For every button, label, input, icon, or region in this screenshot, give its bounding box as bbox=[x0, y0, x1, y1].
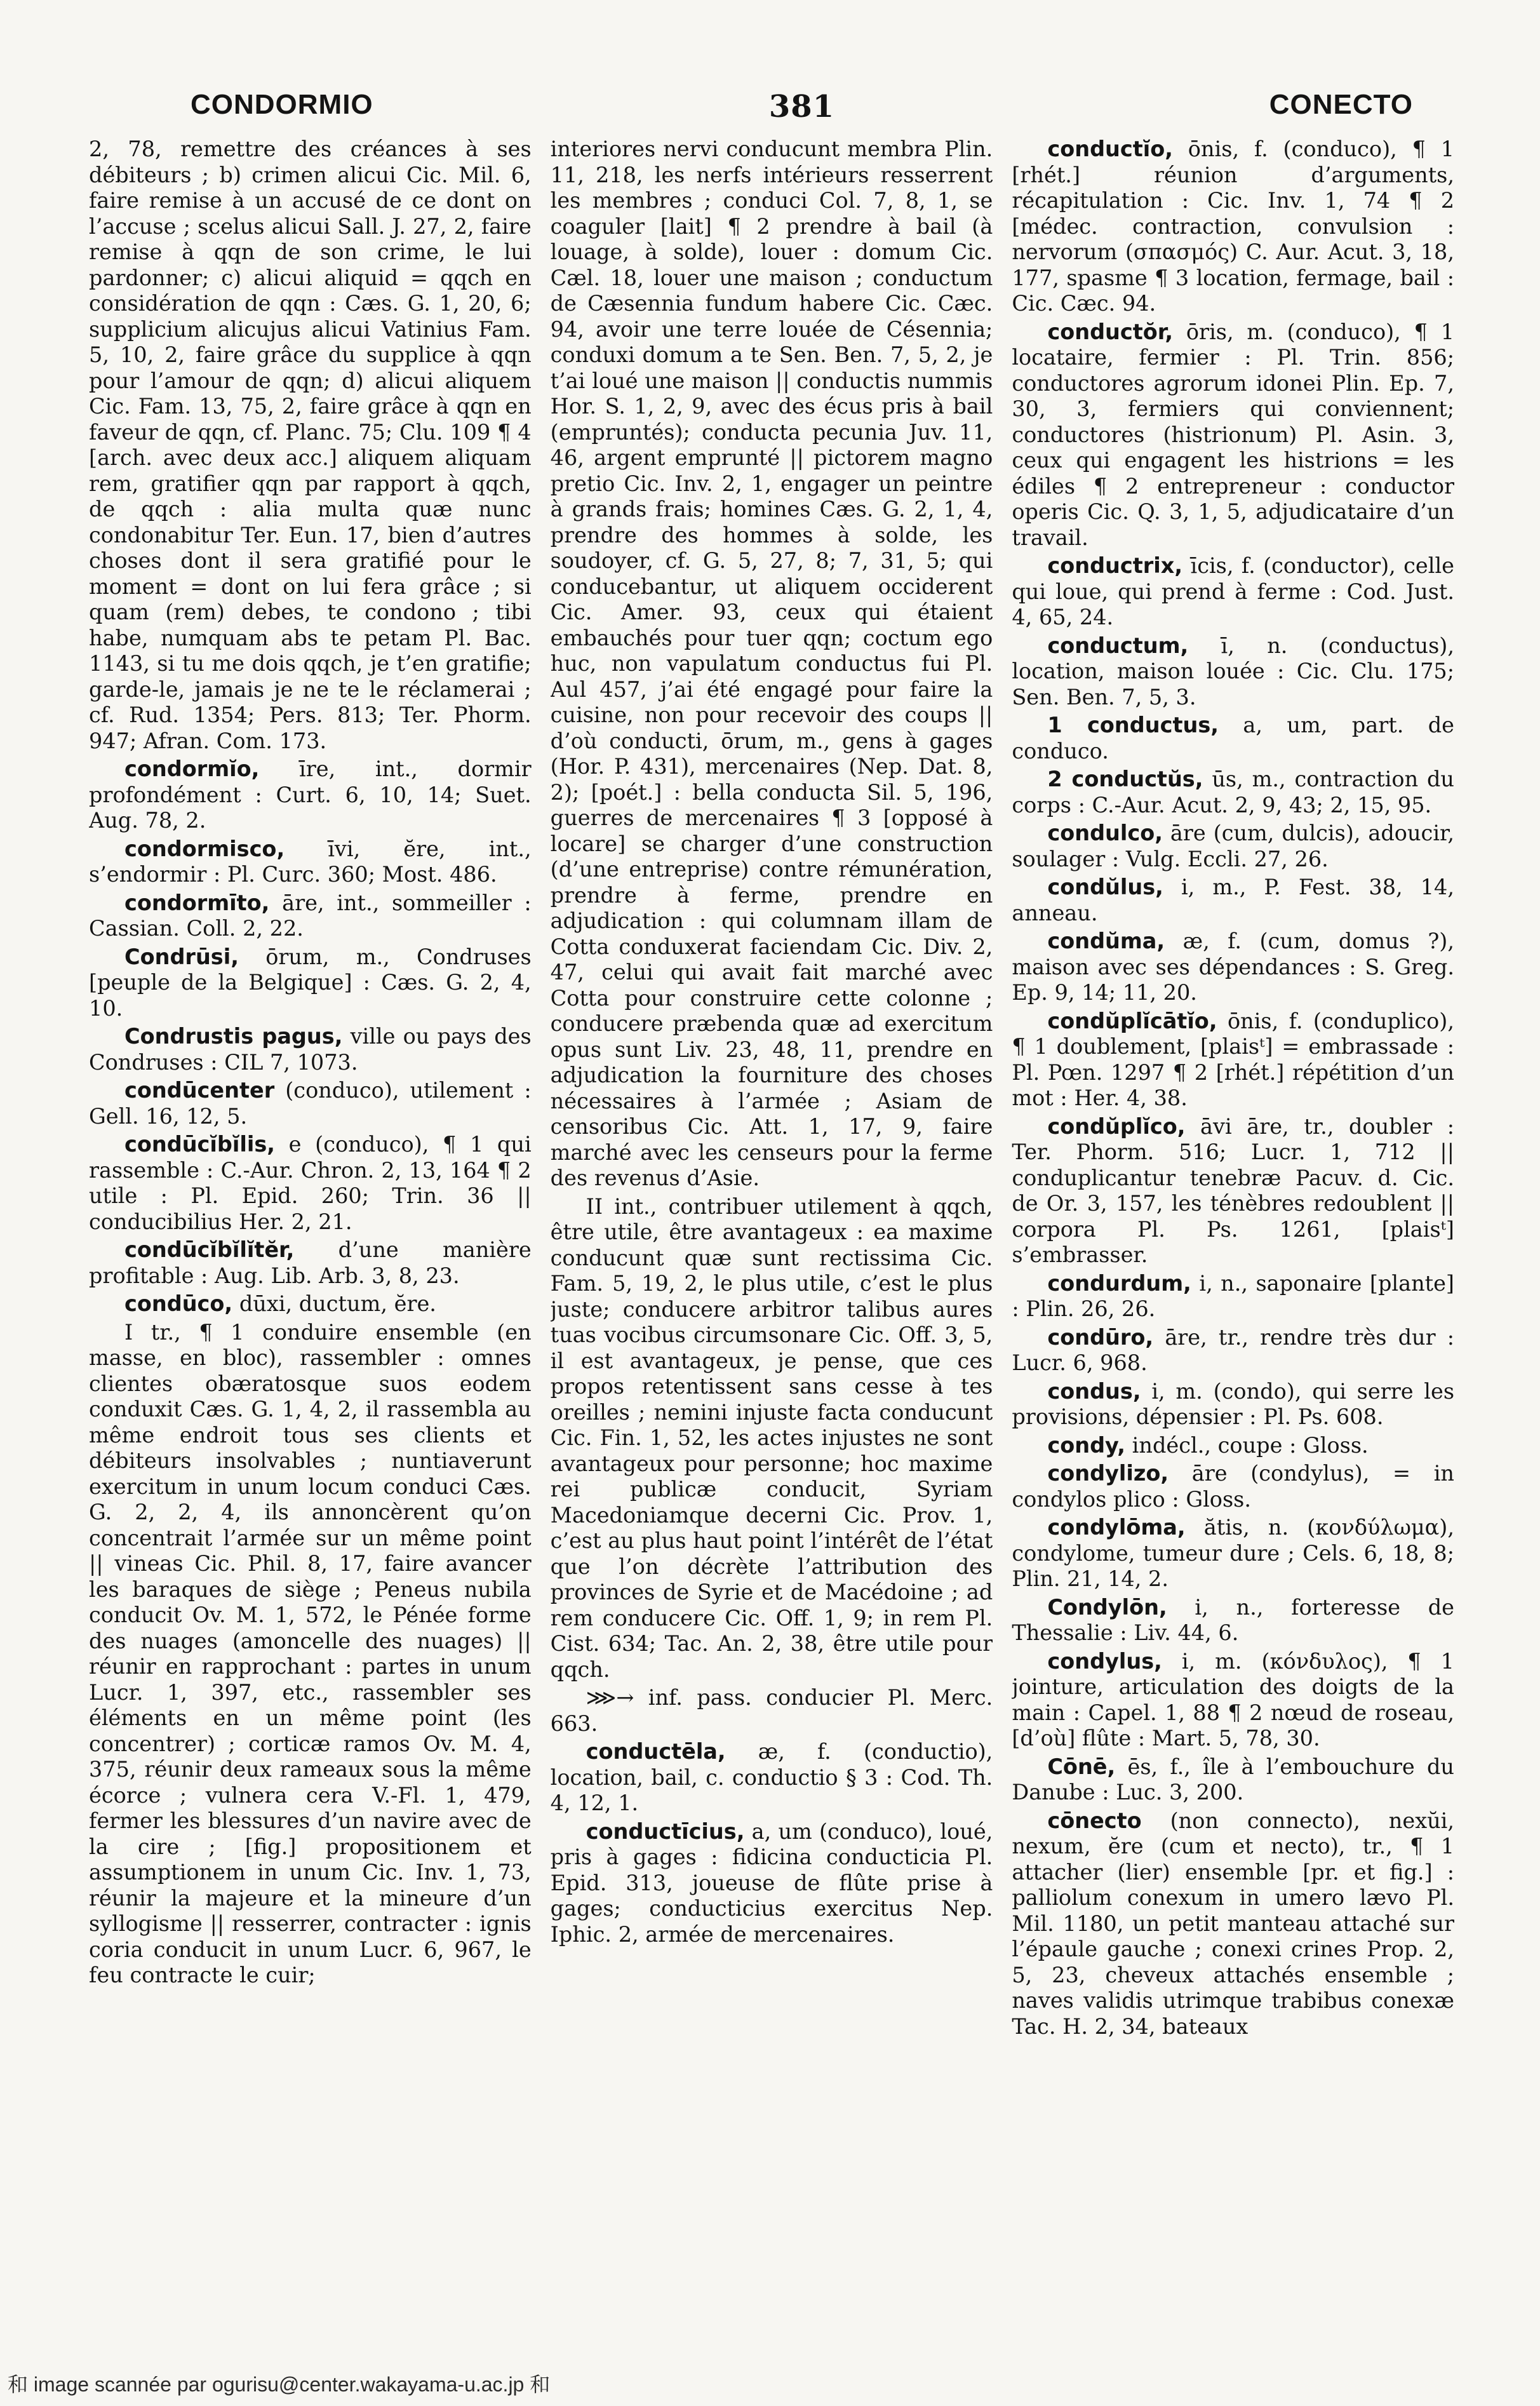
dictionary-entry bbox=[551, 1739, 993, 1817]
entry-definition: āre, tr., rendre très dur : Lucr. 6, 968. bbox=[1012, 1324, 1454, 1375]
dictionary-entry bbox=[1012, 319, 1454, 551]
dictionary-entry bbox=[1012, 875, 1454, 926]
entry-headword: condūro, bbox=[1047, 1324, 1154, 1350]
dictionary-entry bbox=[89, 890, 532, 942]
dictionary-entry bbox=[89, 1237, 532, 1289]
entry-definition: interiores nervi conducunt membra Plin. 11, 218, les nerfs intérieurs resserrent les membres ; conduci Col. 7, 8, 1, se coaguler [lait] ¶ 2 prendre à bail (à louage, à solde), louer : domum Cic. Cæl. 18, louer une maison ; conductum de Cæsennia fundum habere Cic. Cæc. 94, avoir une terre louée de Césennia; conduxi domum a te Sen. Ben. 7, 5, 2, je t’ai loué une maison || conductis nummis Hor. S. 1, 2, 9, avec des écus pris à bail (empruntés); conducta pecunia Juv. 11, 46, argent emprunté || pictorem magno pretio Cic. Inv. 2, 1, engager un peintre à grands frais; homines Cæs. G. 2, 1, 4, prendre des hommes à solde, les soudoyer, cf. G. 5, 27, 8; 7, 31, 5; qui conducebantur, ut aliquem occiderent Cic. Amer. 93, ceux qui étaient embauchés pour tuer qqn; coctum ego huc, non vapulatum conductus fui Pl. Aul 457, j’ai été engagé pour faire la cuisine, non pour recevoir des coups || d’où conducti, ōrum, m., gens à gages (Hor. P. 431), mercenaires (Nep. Dat. 8, 2); [poét.] : bella conducta Sil. 5, 196, guerres de mercenaires ¶ 3 [opposé à locare] se charger d’une construction (d’une entreprise) contre rémunération, prendre à ferme, prendre en adjudication : qui columnam illam de Cotta conduxerat faciendam Cic. Div. 2, 47, celui qui avait fait marché avec Cotta pour construire cette colonne ; conducere præbenda quæ ad exercitum opus sunt Liv. 23, 48, 11, prendre en adjudication la fourniture des choses nécessaires à l’armée ; Asiam de censoribus Cic. Att. 1, 17, 9, faire marché avec les censeurs pour la ferme des revenus d’Asie. bbox=[550, 137, 993, 1190]
entry-definition: ōris, m. (conduco), ¶ 1 locataire, fermier : Pl. Trin. 856; conductores agrorum idonei Plin. Ep. 7, 30, 3, fermiers qui conviennent; conductores (histrionum) Pl. Asin. 3, ceux qui engagent les histrions = les édiles ¶ 2 entrepreneur : conductor operis Cic. Q. 3, 1, 5, adjudicataire d’un travail. bbox=[1012, 319, 1454, 550]
entry-definition: ī, n. (conductus), location, maison louée : Cic. Clu. 175; Sen. Ben. 7, 5, 3. bbox=[1012, 633, 1454, 709]
entry-definition: ville ou pays des Condruses : CIL 7, 1073. bbox=[89, 1024, 532, 1075]
dictionary-entry bbox=[1012, 1009, 1454, 1112]
entry-definition: āre (cum, dulcis), adoucir, soulager : Vulg. Eccli. 27, 26. bbox=[1012, 821, 1454, 871]
entry-headword: condūcĭbĭlĭtĕr, bbox=[124, 1237, 295, 1262]
entry-headword: conductēla, bbox=[586, 1739, 726, 1764]
dictionary-entry bbox=[1012, 1808, 1454, 2040]
running-header bbox=[191, 89, 1413, 140]
column-1 bbox=[89, 137, 532, 2322]
dictionary-entry bbox=[89, 1320, 532, 1989]
entry-headword: condus, bbox=[1047, 1378, 1141, 1404]
dictionary-entry bbox=[551, 1819, 993, 1948]
dictionary-entry bbox=[1012, 929, 1454, 1006]
entry-headword: condylizo, bbox=[1047, 1461, 1169, 1486]
entry-definition: e (conduco), ¶ 1 qui rassemble : C.-Aur. Chron. 2, 13, 164 ¶ 2 utile : Pl. Epid. 260; Trin. 36 || conducibilius Her. 2, 21. bbox=[89, 1132, 532, 1234]
entry-definition: (non connecto), nexŭi, nexum, ĕre (cum et necto), tr., ¶ 1 attacher (lier) ensemble [pr. et fig.] : palliolum conexum in umero lævo Pl. Mil. 1180, un petit manteau attaché sur l’épaule gauche ; conexi crines Prop. 2, 5, 23, cheveux attachés ensemble ; naves validis utrimque trabibus conexæ Tac. H. 2, 34, bateaux bbox=[1012, 1808, 1454, 2039]
entry-headword: conductum, bbox=[1047, 633, 1189, 658]
dictionary-entry bbox=[1012, 1325, 1454, 1376]
dictionary-entry bbox=[1012, 137, 1454, 317]
header-left-guideword: CONDORMIO bbox=[191, 89, 373, 120]
entry-headword: condŭplĭcātĭo, bbox=[1047, 1008, 1217, 1033]
dictionary-entry bbox=[1012, 1271, 1454, 1322]
entry-definition: indécl., coupe : Gloss. bbox=[1132, 1432, 1369, 1458]
dictionary-entry bbox=[1012, 713, 1454, 764]
entry-definition: īvi, ĕre, int., s’endormir : Pl. Curc. 360; Most. 486. bbox=[89, 836, 532, 887]
entry-headword: 2 conductŭs, bbox=[1047, 767, 1203, 791]
entry-definition: 2, 78, remettre des créances à ses débiteurs ; b) crimen alicui Cic. Mil. 6, faire remise à un accusé de ce dont on l’accuse ; scelus alicui Sall. J. 27, 2, faire remise à qqn de son crime, le lui pardonner; c) alicui aliquid = qqch en considération de qqn : Cæs. G. 1, 20, 6; supplicium alicujus alicui Vatinius Fam. 5, 10, 2, faire grâce du supplice à qqn pour l’amour de qqn; d) alicui aliquem Cic. Fam. 13, 75, 2, faire grâce à qqn en faveur de qqn, cf. Planc. 75; Clu. 109 ¶ 4 [arch. avec deux acc.] aliquem aliquam rem, gratifier qqn par rapport à qqch, de qqch : alia multa quæ nunc condonabitur Ter. Eun. 17, bien d’autres choses dont il sera gratifié pour le moment = dont on lui fera grâce ; si quam (rem) debes, te condono ; tibi habe, numquam abs te petam Pl. Bac. 1143, si tu me dois qqch, je t’en gratifie; garde-le, jamais je ne te le réclamerai ; cf. Rud. 1354; Pers. 813; Ter. Phorm. 947; Afran. Com. 173. bbox=[89, 137, 532, 753]
entry-headword: condormīto, bbox=[124, 890, 270, 915]
dictionary-entry bbox=[1012, 1461, 1454, 1512]
column-3 bbox=[1012, 137, 1454, 2322]
entry-headword: condūcenter bbox=[124, 1078, 275, 1103]
dictionary-entry bbox=[89, 1132, 532, 1235]
entry-definition: ătis, n. (κονδύλωμα), condylome, tumeur dure ; Cels. 6, 18, 8; Plin. 21, 14, 2. bbox=[1012, 1515, 1454, 1591]
entry-definition: īre, int., dormir profondément : Curt. 6, 10, 14; Suet. Aug. 78, 2. bbox=[89, 756, 532, 833]
entry-headword: condŭma, bbox=[1047, 929, 1165, 953]
dictionary-entry bbox=[1012, 1649, 1454, 1752]
entry-headword: Condrūsi, bbox=[124, 944, 239, 969]
entry-definition: ōrum, m., Condruses [peuple de la Belgique] : Cæs. G. 2, 4, 10. bbox=[89, 944, 532, 1021]
entry-headword: Cōnē, bbox=[1047, 1754, 1116, 1779]
dictionary-entry bbox=[551, 1685, 993, 1737]
entry-definition: āvi āre, tr., doubler : Ter. Phorm. 516; Lucr. 1, 712 || conduplicantur tenebræ Pacuv. d. Cic. de Or. 3, 157, les ténèbres redoublent || corpora Pl. Ps. 1261, [plaisᵗ] s’embrasser. bbox=[1012, 1113, 1454, 1267]
entry-definition: i, m., P. Fest. 38, 14, anneau. bbox=[1012, 875, 1454, 925]
entry-headword: condylus, bbox=[1047, 1648, 1162, 1674]
entry-definition: i, m. (condo), qui serre les provisions, dépensier : Pl. Ps. 608. bbox=[1012, 1378, 1454, 1429]
dictionary-entry bbox=[1012, 1515, 1454, 1592]
dictionary-entry bbox=[89, 1291, 532, 1317]
scan-credit: 和 image scannée par ogurisu@center.wakayama-u.ac.jp 和 bbox=[8, 2373, 551, 2396]
dictionary-entry bbox=[1012, 633, 1454, 711]
entry-headword: condūco, bbox=[124, 1291, 233, 1316]
dictionary-entry bbox=[89, 837, 532, 888]
entry-headword: Condrustis pagus, bbox=[124, 1024, 343, 1049]
entry-headword: condormĭo, bbox=[124, 756, 260, 781]
entry-headword: condy, bbox=[1047, 1432, 1126, 1458]
entry-headword: Condylōn, bbox=[1047, 1594, 1167, 1620]
dictionary-entry bbox=[1012, 1754, 1454, 1806]
entry-headword: condylōma, bbox=[1047, 1515, 1186, 1540]
entry-headword: condŭlus, bbox=[1047, 875, 1163, 899]
entry-definition: æ, f. (cum, domus ?), maison avec ses dépendances : S. Greg. Ep. 9, 14; 11, 20. bbox=[1012, 929, 1454, 1005]
entry-headword: condŭplĭco, bbox=[1047, 1113, 1186, 1139]
entry-headword: condormisco, bbox=[124, 836, 285, 861]
dictionary-entry bbox=[89, 944, 532, 1022]
column-2 bbox=[551, 137, 993, 2322]
dictionary-entry bbox=[1012, 767, 1454, 818]
entry-definition: ⋙→ inf. pass. conducier Pl. Merc. 663. bbox=[550, 1685, 993, 1736]
dictionary-entry bbox=[1012, 1379, 1454, 1430]
entry-definition: īcis, f. (conductor), celle qui loue, qui prend à ferme : Cod. Just. 4, 65, 24. bbox=[1012, 553, 1454, 629]
entry-definition: i, m. (κόνδυλος), ¶ 1 jointure, articulation des doigts de la main : Capel. 1, 88 ¶ 2 nœud de roseau, [d’où] flûte : Mart. 5, 78, 30. bbox=[1012, 1648, 1454, 1751]
entry-definition: a, um (conduco), loué, pris à gages : fidicina conducticia Pl. Epid. 313, joueuse de flûte prise à gages; conducticius exercitus Nep. Iphic. 2, armée de mercenaires. bbox=[550, 1818, 993, 1947]
entry-headword: conductrix, bbox=[1047, 553, 1183, 578]
entry-definition: i, n., forteresse de Thessalie : Liv. 44, 6. bbox=[1012, 1594, 1454, 1645]
entry-definition: (conduco), utilement : Gell. 16, 12, 5. bbox=[89, 1078, 532, 1129]
entry-definition: ōnis, f. (conduplico), ¶ 1 doublement, [plaisᵗ] = embrassade : Pl. Pœn. 1297 ¶ 2 [rhét.] répétition d’un mot : Her. 4, 38. bbox=[1012, 1008, 1454, 1110]
entry-definition: II int., contribuer utilement à qqch, être utile, être avantageux : ea maxime conducunt quæ sunt rectissima Cic. Fam. 5, 19, 2, le plus utile, c’est le plus juste; conducere arbitror talibus aures tuas vocibus circumsonare Cic. Off. 3, 5, il est avantageux, je pense, que ces propos retentissent sans cesse à tes oreilles ; nemini injuste facta conducunt Cic. Fin. 1, 52, les actes injustes ne sont avantageux pour personne; hoc maxime rei publicæ conducit, Syriam Macedoniamque decerni Cic. Prov. 1, c’est au plus haut point l’intérêt de l’état que l’on décrète l’attribution des provinces de Syrie et de Macédoine ; ad rem conducere Cic. Off. 1, 9; in rem Pl. Cist. 634; Tac. An. 2, 38, être utile pour qqch. bbox=[550, 1193, 993, 1682]
entry-headword: condurdum, bbox=[1047, 1270, 1191, 1296]
dictionary-entry bbox=[551, 1194, 993, 1683]
entry-definition: āre (condylus), = in condylos plico : Gloss. bbox=[1012, 1461, 1454, 1512]
entry-headword: conductĭo, bbox=[1047, 137, 1173, 161]
entry-headword: condūcĭbĭlis, bbox=[124, 1132, 275, 1157]
entry-headword: conductŏr, bbox=[1047, 319, 1174, 344]
dictionary-entry bbox=[551, 137, 993, 1192]
dictionary-entry bbox=[1012, 553, 1454, 631]
header-right-guideword: CONECTO bbox=[1269, 89, 1413, 120]
entry-headword: 1 conductus, bbox=[1047, 713, 1219, 737]
dictionary-entry bbox=[1012, 1433, 1454, 1459]
dictionary-entry bbox=[1012, 1114, 1454, 1268]
dictionary-entry bbox=[89, 1078, 532, 1129]
entry-definition: ūs, m., contraction du corps : C.-Aur. Acut. 2, 9, 43; 2, 15, 95. bbox=[1012, 767, 1454, 817]
text-columns bbox=[89, 137, 1454, 2322]
dictionary-entry bbox=[89, 137, 532, 754]
entry-definition: ōnis, f. (conduco), ¶ 1 [rhét.] réunion d’arguments, récapitulation : Cic. Inv. 1, 74 ¶ 2 [médec. contraction, convulsion : nervorum (σπασμός) C. Aur. Acut. 3, 18, 177, spasme ¶ 3 location, fermage, bail : Cic. Cæc. 94. bbox=[1012, 137, 1454, 316]
dictionary-entry bbox=[89, 1024, 532, 1075]
dictionary-entry bbox=[89, 756, 532, 834]
entry-definition: āre, int., sommeiller : Cassian. Coll. 2, 22. bbox=[89, 890, 532, 941]
page-number: 381 bbox=[768, 89, 835, 124]
entry-headword: condulco, bbox=[1047, 821, 1163, 845]
entry-definition: d’une manière profitable : Aug. Lib. Arb. 3, 8, 23. bbox=[89, 1237, 532, 1288]
entry-headword: conductīcius, bbox=[586, 1818, 745, 1844]
entry-definition: dūxi, ductum, ĕre. bbox=[239, 1291, 436, 1316]
entry-definition: a, um, part. de conduco. bbox=[1012, 713, 1454, 763]
entry-definition: i, n., saponaire [plante] : Plin. 26, 26. bbox=[1012, 1270, 1454, 1321]
entry-definition: æ, f. (conductio), location, bail, c. conductio § 3 : Cod. Th. 4, 12, 1. bbox=[550, 1739, 993, 1815]
dictionary-entry bbox=[1012, 1595, 1454, 1646]
entry-definition: ēs, f., île à l’embouchure du Danube : Luc. 3, 200. bbox=[1012, 1754, 1454, 1805]
dictionary-entry bbox=[1012, 821, 1454, 872]
entry-headword: cōnecto bbox=[1047, 1808, 1142, 1833]
entry-definition: I tr., ¶ 1 conduire ensemble (en masse, en bloc), rassembler : omnes clientes obæratosque suos eodem conduxit Cæs. G. 1, 4, 2, il rassembla au même endroit tous ses clients et débiteurs insolvables ; nuntiaverunt exercitum in unum locum conduci Cæs. G. 2, 2, 4, ils annoncèrent qu’on concentrait l’armée sur un même point || vineas Cic. Phil. 8, 17, faire avancer les baraques de siège ; Peneus nubila conducit Ov. M. 1, 572, le Pénée forme des nuages (amoncelle des nuages) || réunir en rapprochant : partes in unum Lucr. 1, 397, etc., rassembler ses éléments en un même point (les concentrer) ; corticæ ramos Ov. M. 4, 375, réunir deux rameaux sous la même écorce ; vulnera cera V.-Fl. 1, 479, fermer les blessures d’un navire avec de la cire ; [fig.] propositionem et assumptionem in unum Cic. Inv. 1, 73, réunir la majeure et la mineure d’un syllogisme || resserrer, contracter : ignis coria conducit in unum Lucr. 6, 967, le feu contracte le cuir; bbox=[89, 1319, 532, 1987]
